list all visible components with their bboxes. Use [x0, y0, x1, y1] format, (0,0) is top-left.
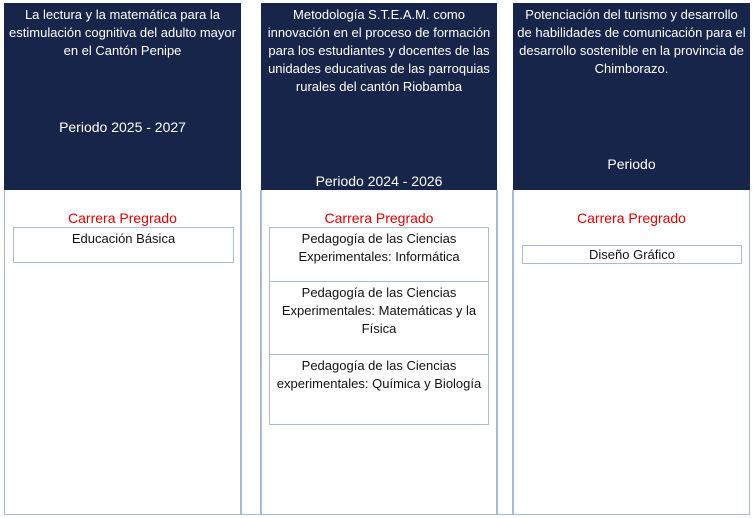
career-item: Diseño Gráfico [522, 245, 742, 264]
career-label-1: Carrera Pregrado [68, 210, 177, 226]
career-item: Pedagogía de las Ciencias Experimentales: Informática [270, 228, 488, 282]
project-title-2: Metodología S.T.E.A.M. como innovación en el proceso de formación para los estudiantes y docentes de las unidades educativas de las parroquias rurales del cantón Riobamba [267, 7, 491, 94]
project-body-3 [513, 190, 750, 515]
project-header-3 [513, 3, 750, 190]
career-label-2: Carrera Pregrado [324, 210, 434, 226]
spacer-column-1 [241, 190, 261, 515]
project-period-1: Periodo 2025 - 2027 [59, 119, 186, 135]
project-period-3: Periodo [607, 156, 656, 172]
project-body-1 [4, 190, 241, 515]
career-item: Pedagogía de las Ciencias Experimentales: Matemáticas y la Física [270, 282, 488, 355]
project-title-1: La lectura y la matemática para la estimulación cognitiva del adulto mayor en el Cantón Penipe [9, 7, 236, 58]
project-column-1 [4, 3, 241, 515]
project-title-3: Potenciación del turismo y desarrollo de habilidades de comunicación para el desarrollo sostenible en la provincia de Chimborazo. [517, 7, 746, 76]
career-item: Pedagogía de las Ciencias experimentales: Química y Biología [276, 358, 482, 391]
career-item: Educación Básica [13, 227, 234, 263]
project-period-2: Periodo 2024 - 2026 [315, 173, 443, 189]
spacer-column-2 [497, 190, 513, 515]
project-column-2 [261, 3, 497, 515]
career-list [269, 227, 489, 425]
project-header-1 [4, 3, 241, 190]
career-label-3: Carrera Pregrado [577, 210, 686, 226]
project-body-2 [261, 190, 497, 515]
project-header-2 [261, 3, 497, 190]
project-column-3 [513, 3, 750, 515]
